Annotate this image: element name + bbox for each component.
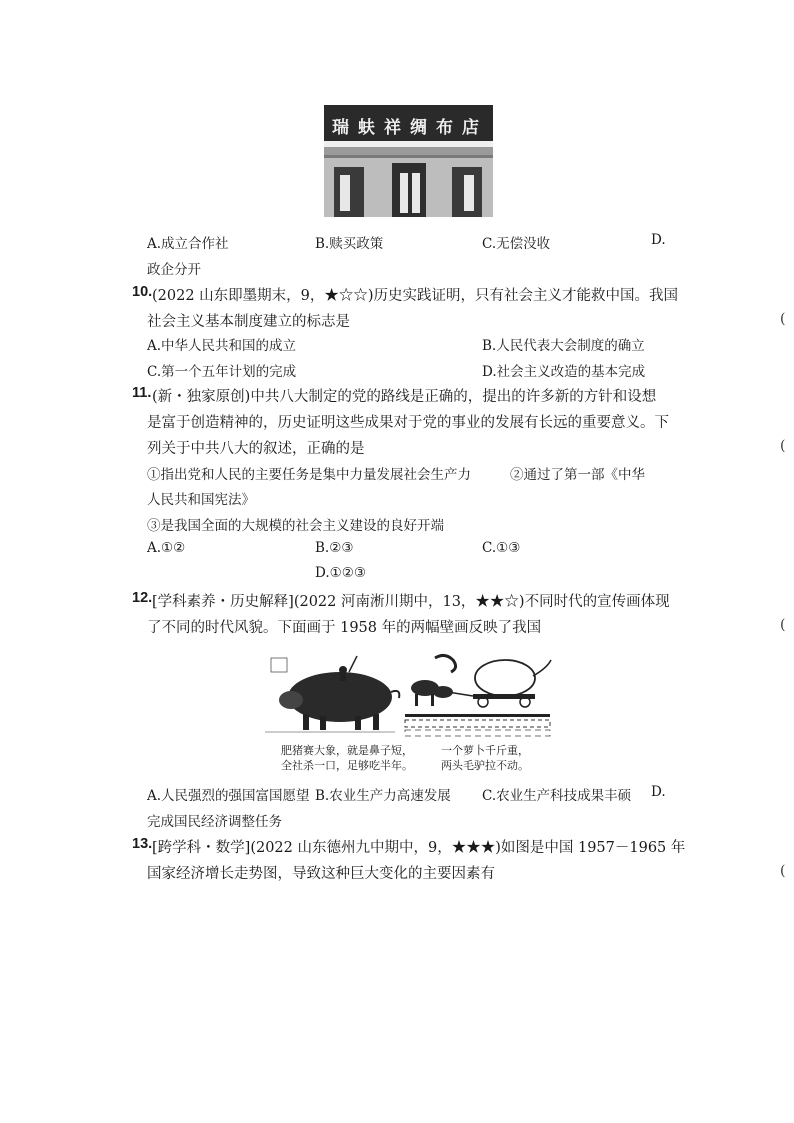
q10-option-b[interactable]: B.人民代表大会制度的确立 <box>482 338 645 354</box>
q11-answer-paren[interactable]: ( <box>780 438 786 454</box>
q9-option-a[interactable]: A.成立合作社 <box>147 236 229 252</box>
q12-option-a[interactable]: A.人民强烈的强国富国愿望 <box>147 788 310 804</box>
q12-answer-paren[interactable]: ( <box>780 617 786 633</box>
q10-option-d[interactable]: D.社会主义改造的基本完成 <box>482 364 646 380</box>
q13-stem-line1: [跨学科・数学](2022 山东德州九中期中，9，★★★)如图是中国 1957－1965 年 <box>152 840 686 856</box>
q11-stem-line1: (新・独家原创)中共八大制定的党的路线是正确的，提出的许多新的方针和设想 <box>152 389 657 405</box>
shop-front-photo <box>324 105 493 217</box>
q11-option-b[interactable]: B.②③ <box>315 540 354 556</box>
q13-number: 13. <box>132 836 153 852</box>
q10-option-a[interactable]: A.中华人民共和国的成立 <box>147 338 297 354</box>
q12-option-d-letter[interactable]: D. <box>651 784 666 800</box>
q10-stem-line2: 社会主义基本制度建立的标志是 <box>147 314 350 330</box>
q9-option-d-letter[interactable]: D. <box>651 232 666 248</box>
giant-pig-figure <box>265 656 399 732</box>
q9-option-b[interactable]: B.赎买政策 <box>315 236 384 252</box>
q11-stem-line2: 是富于创造精神的，历史证明这些成果对于党的事业的发展有长远的重要意义。下 <box>147 415 669 431</box>
q13-stem-line2: 国家经济增长走势图，导致这种巨大变化的主要因素有 <box>147 866 495 882</box>
q11-item-2b: 人民共和国宪法》 <box>147 492 255 508</box>
q11-option-d[interactable]: D.①②③ <box>315 565 366 581</box>
q12-stem-line2: 了不同的时代风貌。下面画于 1958 年的两幅壁画反映了我国 <box>147 620 542 636</box>
q10-number: 10. <box>132 284 153 300</box>
q12-stem-line1: [学科素养・历史解释](2022 河南淅川期中，13，★★☆)不同时代的宣传画体现 <box>152 594 670 610</box>
q11-item-1: ①指出党和人民的主要任务是集中力量发展社会生产力 <box>147 467 471 483</box>
q10-answer-paren[interactable]: ( <box>780 311 786 327</box>
q12-option-c[interactable]: C.农业生产科技成果丰硕 <box>482 788 632 804</box>
q11-item-2a: ②通过了第一部《中华 <box>510 467 645 483</box>
mural-left-caption-1: 肥猪赛大象，就是鼻子短， <box>281 744 413 757</box>
q11-option-c[interactable]: C.①③ <box>482 540 521 556</box>
mural-left-caption-2: 全社杀一口，足够吃半年。 <box>281 759 413 772</box>
q11-item-3: ③是我国全面的大规模的社会主义建设的良好开端 <box>147 518 444 534</box>
shop-sign-text: 瑞蚨祥绸布店 <box>332 118 488 138</box>
q13-answer-paren[interactable]: ( <box>780 863 786 879</box>
propaganda-murals <box>265 652 555 774</box>
q12-option-d-text[interactable]: 完成国民经济调整任务 <box>147 814 282 830</box>
q9-option-d-text[interactable]: 政企分开 <box>147 262 201 278</box>
mural-right-caption-2: 两头毛驴拉不动。 <box>441 759 529 772</box>
q11-stem-line3: 列关于中共八大的叙述，正确的是 <box>147 441 365 457</box>
q10-option-c[interactable]: C.第一个五年计划的完成 <box>147 364 297 380</box>
q12-option-b[interactable]: B.农业生产力高速发展 <box>315 788 451 804</box>
radish-cart-figure <box>405 655 551 736</box>
q11-number: 11. <box>132 385 152 401</box>
q11-option-a[interactable]: A.①② <box>147 540 186 556</box>
mural-right-caption-1: 一个萝卜千斤重， <box>441 744 529 757</box>
q9-option-c[interactable]: C.无偿没收 <box>482 236 551 252</box>
q10-stem-line1: (2022 山东即墨期末，9，★☆☆)历史实践证明，只有社会主义才能救中国。我国 <box>152 288 679 304</box>
q12-number: 12. <box>132 590 153 606</box>
